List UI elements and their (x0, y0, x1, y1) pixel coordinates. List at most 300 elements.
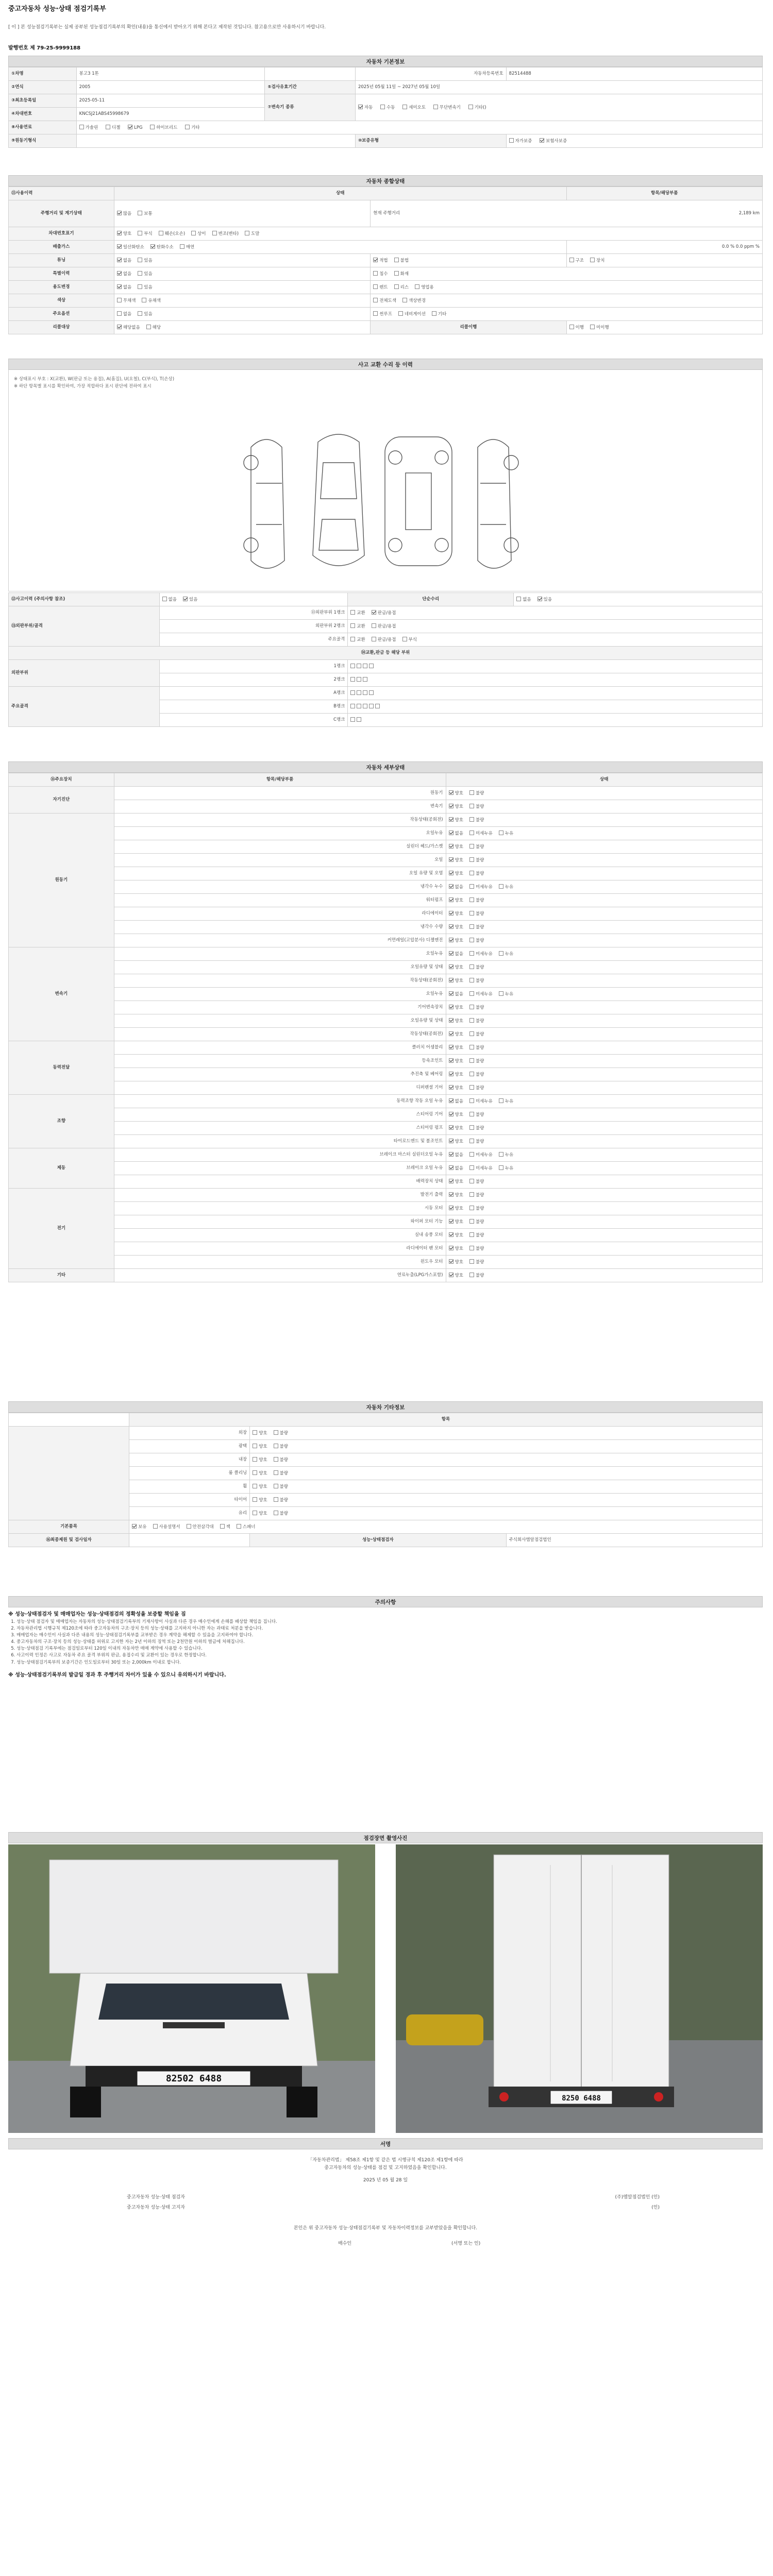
checkbox-icon (350, 623, 355, 628)
checkbox-icon (402, 298, 407, 302)
checkbox-icon (402, 105, 407, 109)
color-label: 색상 (9, 294, 114, 308)
checkbox-icon (499, 884, 503, 889)
detail-item-label: 냉각수 수량 (114, 921, 446, 934)
checkbox-icon (274, 1470, 278, 1475)
detail-row (9, 840, 763, 854)
vin-label: ④차대번호 (9, 108, 77, 121)
checkbox-icon (469, 1259, 474, 1264)
checkbox-icon (540, 138, 544, 143)
detail-item-state: 양호 불량 (446, 1215, 762, 1229)
checkbox-icon (117, 298, 122, 302)
detail-item-state: 없음 미세누유 누유 (446, 1095, 762, 1108)
detail-item-state: 양호 불량 (446, 854, 762, 867)
checkbox-icon (185, 125, 190, 129)
checkbox-icon (449, 817, 453, 822)
detail-item-label: 배력장치 상태 (114, 1175, 446, 1189)
notes-section (8, 1596, 763, 1828)
note-item: 3. 매매업자는 매수인이 사실과 다른 내용의 성능·상태점검기록부를 교부받은 경우 계약을 해제할 수 있음을 고지하여야 합니다. (16, 1632, 763, 1639)
checkbox-icon (150, 125, 155, 129)
detail-item-label: 작동상태(공회전) (114, 1028, 446, 1041)
checkbox-icon (449, 1259, 453, 1264)
checkbox-icon (449, 1152, 453, 1157)
checkbox-icon (449, 1112, 453, 1116)
detail-item-label: 오일누유 (114, 827, 446, 840)
checkbox-icon (350, 677, 355, 682)
detail-row (9, 800, 763, 814)
detail-item-label: 워터펌프 (114, 894, 446, 907)
buyer-confirmation: 본인은 위 중고자동차 성능·상태점검기록부 및 자동차이력정보를 교부받았음을 확인합니다. (293, 2226, 478, 2231)
inspector-label: 중고자동차 성능·상태 점검자 (127, 2195, 185, 2200)
detail-row (9, 934, 763, 947)
detail-item-state: 양호 불량 (446, 974, 762, 988)
checkbox-icon (350, 690, 355, 695)
checkbox-icon (469, 804, 474, 808)
detail-item-label: 디퍼렌셜 기어 (114, 1081, 446, 1095)
device-group-label: 원동기 (9, 814, 114, 947)
checkbox-icon (220, 1524, 225, 1529)
detail-item-label: 동력조향 작동 오일 누유 (114, 1095, 446, 1108)
detail-item-state: 없음 미세누유 누유 (446, 880, 762, 894)
truck-front-image (8, 1844, 375, 2133)
detail-item-label: 오일 (114, 854, 446, 867)
checkbox-icon (237, 1524, 241, 1529)
detail-item-state: 없음 미세누유 누유 (446, 1148, 762, 1162)
checkbox-icon (138, 211, 142, 215)
extra-row-state: 양호 불량 (250, 1507, 763, 1520)
fuel-options: 가솔린 디젤 LPG 하이브리드 기타 (76, 121, 762, 134)
detail-item-label: 냉각수 누수 (114, 880, 446, 894)
note-item: 5. 성능·상태점검 기록부에는 점검일로부터 120일 이내의 자동차만 매매 계약에 사용할 수 있습니다. (16, 1646, 763, 1652)
detail-item-label: 기어변속장치 (114, 1001, 446, 1014)
detail-row (9, 1055, 763, 1068)
inspector-org-value: 주식회사엠알점검법인 (506, 1534, 762, 1547)
checkbox-icon (469, 1112, 474, 1116)
detail-item-state: 양호 불량 (446, 867, 762, 880)
detail-item-state: 양호 불량 (446, 814, 762, 827)
detail-row (9, 1122, 763, 1135)
first-reg-value: 2025-05-11 (76, 94, 265, 108)
note-item: 1. 성능·상태 점검자 및 매매업자는 자동차의 성능·상태점검기록부의 기재사항이 사실과 다른 경우 매수인에게 손해를 배상할 책임을 집니다. (16, 1619, 763, 1625)
vin-mark-label: 차대번호표기 (9, 227, 114, 241)
extra-row-label: 룸 클리닝 (129, 1467, 250, 1480)
detail-item-state: 양호 불량 (446, 1202, 762, 1215)
outer-panel-rank1-label: ⑬외판부위 1랭크 (159, 606, 348, 620)
checkbox-icon (449, 924, 453, 929)
extra-header: 자동차 기타정보 (8, 1401, 763, 1413)
checkbox-icon (357, 717, 361, 722)
checkbox-icon (138, 258, 142, 262)
checkbox-icon (449, 1179, 453, 1183)
col-device: ⑮주요장치 (9, 773, 114, 787)
transmission-options: 자동 수동 세미오토 무단변속기 기타() (355, 94, 762, 121)
page-title: 중고자동차 성능·상태 점검기록부 (8, 5, 106, 13)
detail-item-state: 없음 미세누유 누유 (446, 827, 762, 840)
main-frame-label: 주요골격 (159, 633, 348, 647)
checkbox-icon (138, 311, 142, 316)
checkbox-icon (469, 1058, 474, 1063)
detail-item-state: 없음 미세누유 누유 (446, 1162, 762, 1175)
detail-item-state: 양호 불량 (446, 1242, 762, 1256)
basic-info-section (8, 56, 763, 148)
checkbox-icon (449, 1165, 453, 1170)
detail-item-state: 양호 불량 (446, 1108, 762, 1122)
dealer-value: (인) (651, 2205, 660, 2210)
detail-item-label: 스티어링 펌프 (114, 1122, 446, 1135)
note-item: 2. 자동차관리법 시행규칙 제120조에 따라 중고자동차의 구조·장치 등의 성능·상태를 고지하지 아니한 자는 과태료 처분을 받습니다. (16, 1625, 763, 1632)
device-group-label: 동력전달 (9, 1041, 114, 1095)
checkbox-icon (449, 871, 453, 875)
checkbox-icon (469, 1192, 474, 1197)
checkbox-icon (138, 231, 142, 235)
checkbox-icon (373, 258, 378, 262)
checkbox-icon (449, 897, 453, 902)
diagram-header: 사고 교환 수리 등 이력 (8, 359, 763, 370)
note-item: 4. 중고자동차의 구조·장치 등의 성능·상태를 허위로 고지한 자는 2년 이하의 징역 또는 2천만원 이하의 벌금에 처해집니다. (16, 1639, 763, 1646)
device-group-label: 조향 (9, 1095, 114, 1148)
detail-item-label: 브레이크 오일 누유 (114, 1162, 446, 1175)
checkbox-icon (253, 1484, 257, 1488)
detail-row (9, 1014, 763, 1028)
checkbox-icon (499, 991, 503, 996)
checkbox-icon (153, 1524, 158, 1529)
detail-row (9, 1256, 763, 1269)
detail-table (8, 773, 763, 1282)
detail-row (9, 1148, 763, 1162)
main-frame-group: 주요골격 (9, 687, 160, 727)
detail-item-label: 추진축 및 베어링 (114, 1068, 446, 1081)
detail-row (9, 854, 763, 867)
checkbox-icon (117, 284, 122, 289)
checkbox-icon (469, 1165, 474, 1170)
checkbox-icon (469, 1031, 474, 1036)
detail-item-state: 양호 불량 (446, 1028, 762, 1041)
checkbox-icon (363, 704, 367, 708)
detail-item-label: 발전기 출력 (114, 1189, 446, 1202)
detail-item-label: 오일 유량 및 오염 (114, 867, 446, 880)
extra-row-label: 유리 (129, 1507, 250, 1520)
legend-line: ※ 하단 항목별 표시를 확인하여, 가장 적합하다 표시 판단에 전하여 표시 (14, 383, 152, 389)
detail-row (9, 894, 763, 907)
detail-row (9, 921, 763, 934)
detail-row (9, 947, 763, 961)
extra-row-label: 휠 (129, 1480, 250, 1494)
mileage-label: 주행거리 및 계기상태 (9, 200, 114, 227)
checkbox-icon (499, 1165, 503, 1170)
checkbox-icon (499, 1152, 503, 1157)
detail-row (9, 1135, 763, 1148)
checkbox-icon (469, 1072, 474, 1076)
detail-item-label: 변속기 (114, 800, 446, 814)
car-diagram-panel (8, 370, 763, 591)
detail-row (9, 867, 763, 880)
checkbox-icon (469, 831, 474, 835)
checkbox-icon (469, 1045, 474, 1049)
checkbox-icon (469, 938, 474, 942)
checkbox-icon (357, 664, 361, 668)
device-group-label: 변속기 (9, 947, 114, 1041)
extra-row-state: 양호 불량 (250, 1427, 763, 1440)
detail-row (9, 1202, 763, 1215)
checkbox-icon (253, 1497, 257, 1502)
simple-repair-label: 단순수리 (348, 593, 514, 606)
detail-item-label: 원동기 (114, 787, 446, 800)
checkbox-icon (373, 271, 378, 276)
detail-item-label: 윈도우 모터 (114, 1256, 446, 1269)
detail-item-label: 와이퍼 모터 기능 (114, 1215, 446, 1229)
detail-row (9, 814, 763, 827)
checkbox-icon (469, 951, 474, 956)
checkbox-icon (499, 951, 503, 956)
detail-row (9, 1229, 763, 1242)
checkbox-icon (449, 844, 453, 849)
notes-final: ※ 성능·상태점검기록부의 발급일 경과 후 주행거리 차이가 있을 수 있으니 유의하시기 바랍니다. (8, 1672, 226, 1678)
detail-row (9, 1041, 763, 1055)
checkbox-icon (394, 258, 399, 262)
legend-line: ※ 상태표시 부호 : X(교환), W(판금 또는 용접), A(흠집), U(요철), C(부식), T(손상) (14, 377, 175, 382)
checkbox-icon (274, 1511, 278, 1515)
checkbox-icon (449, 964, 453, 969)
detail-item-label: 실내 송풍 모터 (114, 1229, 446, 1242)
checkbox-icon (449, 911, 453, 916)
detail-row (9, 787, 763, 800)
checkbox-icon (469, 1005, 474, 1009)
rank-row-label: B랭크 (159, 700, 348, 714)
checkbox-icon (509, 138, 514, 143)
note-item: 7. 성능·상태점검기록부의 보증기간은 인도일로부터 30일 또는 2,000km 이내로 합니다. (16, 1659, 763, 1666)
motor-type-label: ⑨원동기형식 (9, 134, 77, 148)
photos-section (8, 1844, 763, 2133)
detail-item-label: 타이로드엔드 및 볼조인트 (114, 1135, 446, 1148)
note-item: 6. 사고이력 인정은 사고로 자동차 주요 골격 부위의 판금, 용접수리 및 교환이 있는 경우로 한정합니다. (16, 1652, 763, 1659)
checkbox-icon (117, 244, 122, 249)
checkbox-icon (590, 258, 595, 262)
usage-change-label: 용도변경 (9, 281, 114, 294)
outer-panel-group: 외판부위 (9, 660, 160, 687)
checkbox-icon (363, 677, 367, 682)
emission-label: 배출가스 (9, 241, 114, 254)
checkbox-icon (449, 1085, 453, 1090)
checkbox-icon (398, 311, 403, 316)
detail-item-label: 오일누유 (114, 947, 446, 961)
buyer-label: 매수인 (338, 2241, 352, 2246)
extra-row-label: 외장 (129, 1427, 250, 1440)
detail-item-state: 양호 불량 (446, 1041, 762, 1055)
checkbox-icon (373, 298, 378, 302)
extra-info-section (8, 1401, 763, 1547)
detail-item-state: 양호 불량 (446, 1001, 762, 1014)
detail-item-label: 라디에이터 (114, 907, 446, 921)
extra-row-label: 광택 (129, 1440, 250, 1453)
mileage-caption: 현재 주행거리 (373, 211, 400, 216)
detail-item-state: 양호 불량 (446, 961, 762, 974)
checkbox-icon (469, 884, 474, 889)
emission-values: 0.0 % 0.0 ppm % (566, 241, 762, 254)
device-group-label: 전기 (9, 1189, 114, 1269)
detail-item-state: 양호 불량 (446, 1256, 762, 1269)
dealer-label: 중고자동차 성능·상태 고지자 (127, 2205, 185, 2210)
checkbox-icon (449, 1031, 453, 1036)
transmission-label: ⑦변속기 종류 (265, 94, 356, 121)
detail-item-state: 양호 불량 (446, 1175, 762, 1189)
checkbox-icon (138, 284, 142, 289)
checkbox-icon (449, 1045, 453, 1049)
checkbox-icon (449, 1273, 453, 1277)
checkbox-icon (128, 125, 132, 129)
checkbox-icon (253, 1444, 257, 1448)
checkbox-icon (253, 1470, 257, 1475)
checkbox-icon (469, 964, 474, 969)
checkbox-icon (469, 1206, 474, 1210)
checkbox-icon (469, 844, 474, 849)
checkbox-icon (569, 325, 574, 329)
checkbox-icon (469, 924, 474, 929)
detail-row (9, 961, 763, 974)
checkbox-icon (187, 1524, 191, 1529)
checkbox-icon (449, 857, 453, 862)
detail-item-label: 오일유량 및 상태 (114, 1014, 446, 1028)
sign-line2: 중고자동차의 성능·상태를 점검 및 고지하였음을 확인합니다. (324, 2165, 447, 2171)
checkbox-icon (402, 637, 407, 641)
detail-item-state: 양호 불량 (446, 934, 762, 947)
extra-sub-header: 항목 (129, 1413, 763, 1427)
checkbox-icon (106, 125, 110, 129)
checkbox-icon (449, 1005, 453, 1009)
document-number: 발행번호 제 79-25-9999188 (8, 45, 81, 51)
checkbox-icon (274, 1430, 278, 1435)
extra-row-state: 양호 불량 (250, 1494, 763, 1507)
checkbox-icon (469, 790, 474, 795)
detail-item-state: 양호 불량 (446, 1014, 762, 1028)
checkbox-icon (350, 610, 355, 615)
detail-item-state: 양호 불량 (446, 894, 762, 907)
checkbox-icon (449, 804, 453, 808)
extra-table (8, 1413, 763, 1547)
truck-front-photo (8, 1844, 375, 2133)
detail-item-label: 연료누출(LPG가스포함) (114, 1269, 446, 1282)
checkbox-icon (146, 325, 151, 329)
detail-row (9, 1001, 763, 1014)
col-usage: ⑪사용이력 (9, 187, 114, 200)
checkbox-icon (369, 690, 374, 695)
checkbox-icon (415, 284, 419, 289)
reg-number-label: 자동차등록번호 (355, 67, 506, 81)
checkbox-icon (274, 1444, 278, 1448)
device-group-label: 자기진단 (9, 787, 114, 814)
detail-row (9, 880, 763, 894)
basic-items-options: 보유 사용설명서 안전삼각대 잭 스패너 (129, 1520, 763, 1534)
detail-item-state: 양호 불량 (446, 1081, 762, 1095)
checkbox-icon (433, 105, 438, 109)
extra-group-cell (9, 1427, 129, 1520)
checkbox-icon (117, 211, 122, 215)
notes-header: 주의사항 (8, 1596, 763, 1607)
checkbox-icon (469, 871, 474, 875)
diagram-legend (14, 376, 174, 390)
checkbox-icon (469, 817, 474, 822)
detail-item-state: 양호 불량 (446, 1135, 762, 1148)
checkbox-icon (380, 105, 385, 109)
exchange-status-label: ⑬외판부위/골격 (9, 606, 160, 647)
detail-item-state: 양호 불량 (446, 1068, 762, 1081)
detail-item-state: 양호 불량 (446, 800, 762, 814)
overall-condition-section: 자동차 종합상태 ⑪사용이력 상태 항목/해당부품 주행거리 및 계기상태 많음 보통 현재 주행거리 2,189 km 차대번호표기 양호 부식 훼손(오손) 상이 변조(변타) 도말 배출가스 일산화탄소 탄화수소 매연 0.0 % 0.0 ppm % 튜닝 없음 있음 적법 불법 구조 장치 특별이력 없음 있음 침수 화재 용도변경 없음 있음 렌트 리스 영업용 색상 무채색 유채색 전체도색 색상변경 주요옵션 없음 있음 썬루프 네비게이션 기타 리콜대상 해당없음 해당 리콜이행 이행 미이행 (8, 175, 763, 334)
detail-row (9, 827, 763, 840)
notes-list (8, 1619, 763, 1666)
detail-header: 자동차 세부상태 (8, 761, 763, 773)
final-spec-label: ⑯최종제원 및 검사일자 (9, 1534, 129, 1547)
col-state: 상태 (446, 773, 762, 787)
col-item: 항목/해당부품 (566, 187, 762, 200)
checkbox-icon (191, 231, 196, 235)
detail-item-state: 양호 불량 (446, 840, 762, 854)
checkbox-icon (150, 244, 155, 249)
extra-row-label: 타이어 (129, 1494, 250, 1507)
signature-header: 서명 (8, 2138, 763, 2149)
detail-row (9, 1175, 763, 1189)
device-group-label: 제동 (9, 1148, 114, 1189)
device-group-label: 기타 (9, 1269, 114, 1282)
checkbox-icon (350, 637, 355, 641)
checkbox-icon (449, 1246, 453, 1250)
checkbox-icon (369, 664, 374, 668)
detail-item-label: 오일누유 (114, 988, 446, 1001)
basic-info-header: 자동차 기본정보 (8, 56, 763, 67)
checkbox-icon (373, 311, 378, 316)
col-state: 상태 (114, 187, 566, 200)
reg-number-value: 82514488 (506, 67, 762, 81)
checkbox-icon (469, 1152, 474, 1157)
signature-section (8, 2138, 763, 2272)
detail-item-state: 양호 불량 (446, 907, 762, 921)
detail-item-label: 라디에이터 팬 모터 (114, 1242, 446, 1256)
rank-row-label: 2랭크 (159, 673, 348, 687)
checkbox-icon (537, 597, 542, 601)
detail-item-state: 없음 미세누유 누유 (446, 988, 762, 1001)
checkbox-icon (373, 284, 378, 289)
checkbox-icon (357, 704, 361, 708)
exchange-subheader: ⑭교환,판금 등 해당 부위 (9, 647, 763, 660)
checkbox-icon (79, 125, 84, 129)
checkbox-icon (469, 1018, 474, 1023)
checkbox-icon (432, 311, 436, 316)
checkbox-icon (212, 231, 217, 235)
checkbox-icon (469, 1139, 474, 1143)
checkbox-icon (469, 911, 474, 916)
checkbox-icon (449, 1125, 453, 1130)
detail-item-label: 실린더 헤드/가스켓 (114, 840, 446, 854)
detail-item-label: 시동 모터 (114, 1202, 446, 1215)
extra-row-state: 양호 불량 (250, 1480, 763, 1494)
detail-row (9, 988, 763, 1001)
car-name-value: 봉고3 1톤 (76, 67, 265, 81)
rank-row-label: A랭크 (159, 687, 348, 700)
detail-item-state: 양호 불량 (446, 787, 762, 800)
checkbox-icon (449, 831, 453, 835)
checkbox-icon (449, 1232, 453, 1237)
checkbox-icon (469, 1219, 474, 1224)
detail-item-state: 없음 미세누유 누유 (446, 947, 762, 961)
recall-done-label: 리콜이행 (371, 321, 566, 334)
checkbox-icon (142, 298, 146, 302)
checkbox-icon (449, 951, 453, 956)
checkbox-icon (469, 978, 474, 982)
checkbox-icon (394, 271, 399, 276)
extra-row-state: 양호 불량 (250, 1467, 763, 1480)
checkbox-icon (159, 231, 163, 235)
checkbox-icon (180, 244, 184, 249)
year-label: ②연식 (9, 81, 77, 94)
